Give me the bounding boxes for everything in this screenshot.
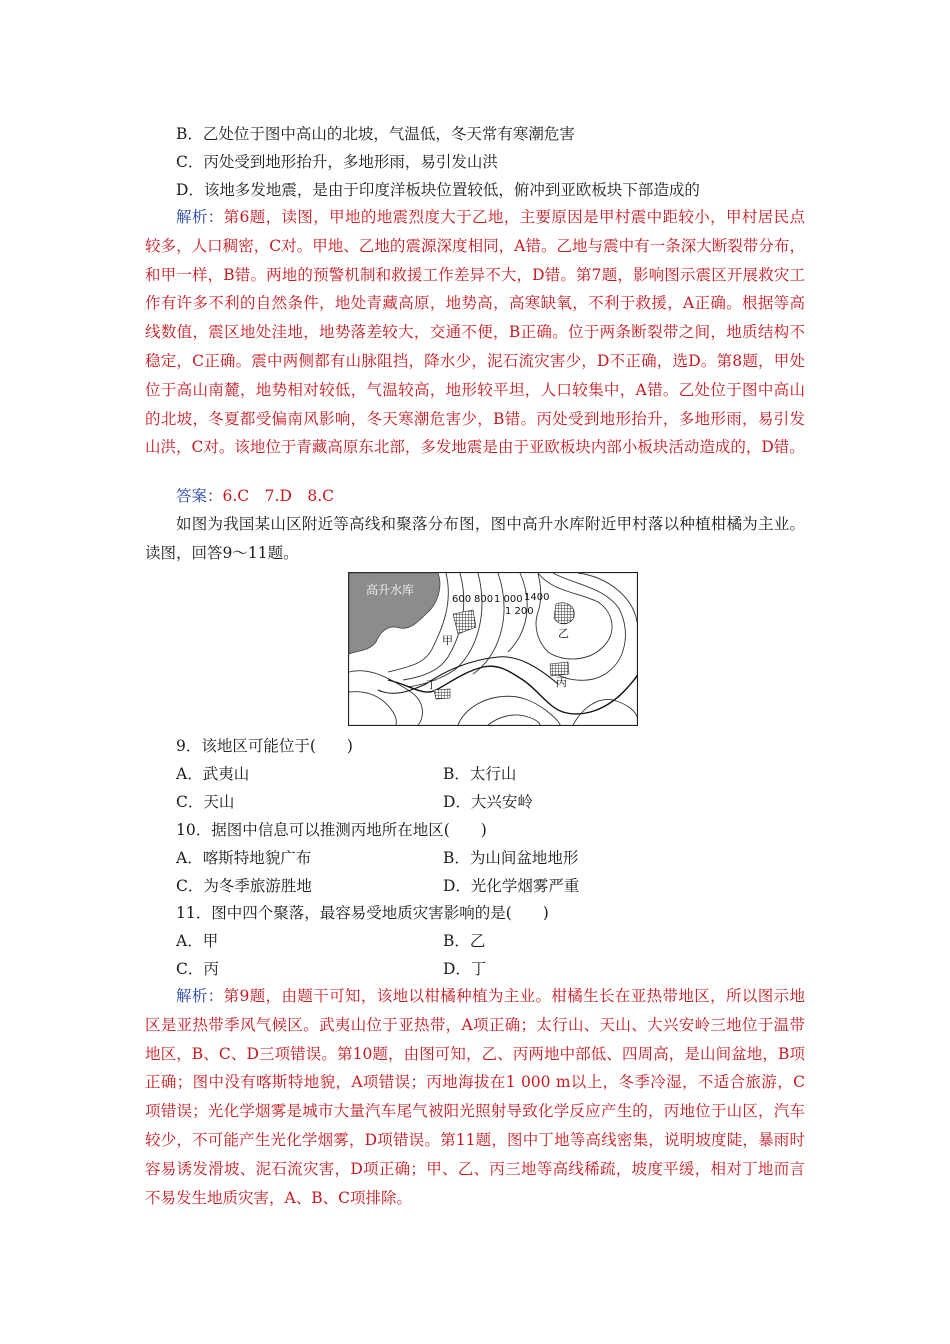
reservoir-label: 高升水库 [366,583,415,597]
question-10-option-b: B．为山间盆地地形 [443,849,579,867]
question-10-option-d: D．光化学烟雾严重 [443,877,580,895]
question-intro: 如图为我国某山区附近等高线和聚落分布图，图中高升水库附近甲村落以种植柑橘为主业。读图，回答9～11题。 [145,515,805,562]
question-11-option-b: B．乙 [443,932,486,950]
contour-label-1000: 1 000 [494,594,523,605]
contour-label-800: 800 [474,594,494,605]
analysis-2-label: 解析： [176,987,224,1005]
q8-option-c: C．丙处受到地形抬升，多地形雨，易引发山洪 [176,153,498,171]
question-9-stem: 9．该地区可能位于( ) [176,737,353,755]
question-11-stem: 11．图中四个聚落，最容易受地质灾害影响的是( ) [176,904,549,922]
q8-option-b: B．乙处位于图中高山的北坡，气温低，冬天常有寒潮危害 [176,125,575,143]
question-11-option-d: D．丁 [443,960,487,978]
question-11-option-a: A．甲 [176,932,219,950]
answer-1 [176,486,334,506]
label-yi: 乙 [558,627,569,640]
contour-label-600: 600 [452,594,472,605]
question-9-option-d: D．大兴安岭 [443,793,533,811]
settlement-yi [554,603,574,624]
analysis-1-text: 第6题，读图，甲地的地震烈度大于乙地，主要原因是甲村震中距较小，甲村居民点较多，人口稠密，C对。甲地、乙地的震源深度相同，A错。乙地与震中有一条深大断裂带分布，和甲一样，B错。两地的预警机制和救援工作差异不大，D错。第7题，影响图示震区开展救灾工作有许多不利的自然条件，地处青藏高原，地势高，高寒缺氧，不利于救援，A正确。根据等高线数值，震区地处洼地，地势落差较大，交通不便，B正确。位于两条断裂带之间，地质结构不稳定，C正确。震中两侧都有山脉阻挡，降水少，泥石流灾害少，D不正确，选D。第8题，甲处位于高山南麓，地势相对较低，气温较高，地形较平坦，人口较集中，A错。乙处位于图中高山的北坡，冬夏都受偏南风影响，冬天寒潮危害少，B错。丙处受到地形抬升，多地形雨，易引发山洪，C对。该地位于青藏高原东北部，多发地震是由于亚欧板块内部小板块活动造成的，D错。 [145,208,805,457]
answer-1-label: 答案： [176,487,223,505]
question-10-stem: 10．据图中信息可以推测丙地所在地区( ) [176,821,487,839]
contour-label-1200: 1 200 [505,606,534,617]
question-11-option-c: C．丙 [176,960,219,978]
analysis-1-label: 解析： [176,208,224,226]
q8-option-d: D．该地多发地震，是由于印度洋板块位置较低，俯冲到亚欧板块下部造成的 [176,181,700,199]
settlement-bing [550,662,569,676]
answer-1-text: 6.C 7.D 8.C [222,487,335,505]
label-bing: 丙 [556,676,567,689]
question-10-option-a: A．喀斯特地貌广布 [176,849,312,867]
question-9-option-a: A．武夷山 [176,765,250,783]
question-9-option-b: B．太行山 [443,765,517,783]
analysis-1 [145,203,805,462]
label-jia: 甲 [442,634,453,647]
contour-settlement-map [348,572,638,726]
analysis-2 [145,982,805,1212]
analysis-2-text: 第9题，由题干可知，该地以柑橘种植为主业。柑橘生长在亚热带地区，所以图示地区是亚热带季风气候区。武夷山位于亚热带，A项正确；太行山、天山、大兴安岭三地位于温带地区，B、C、D三项错误。第10题，由图可知，乙、丙两地中部低、四周高，是山间盆地，B项正确；图中没有喀斯特地貌，A项错误；丙地海拔在1 000 m以上，冬季冷湿，不适合旅游，C项错误；光化学烟雾是城市大量汽车尾气被阳光照射导致化学反应产生的，丙地位于山区，汽车较少，不可能产生光化学烟雾，D项错误。第11题，图中丁地等高线密集，说明坡度陡，暴雨时容易诱发滑坡、泥石流灾害，D项正确；甲、乙、丙三地等高线稀疏，坡度平缓，相对丁地而言不易发生地质灾害，A、B、C项排除。 [145,987,805,1207]
question-9-option-c: C．天山 [176,793,235,811]
contour-label-1400: 1400 [524,592,550,603]
question-10-option-c: C．为冬季旅游胜地 [176,877,312,895]
label-ding: 丁 [426,678,437,691]
